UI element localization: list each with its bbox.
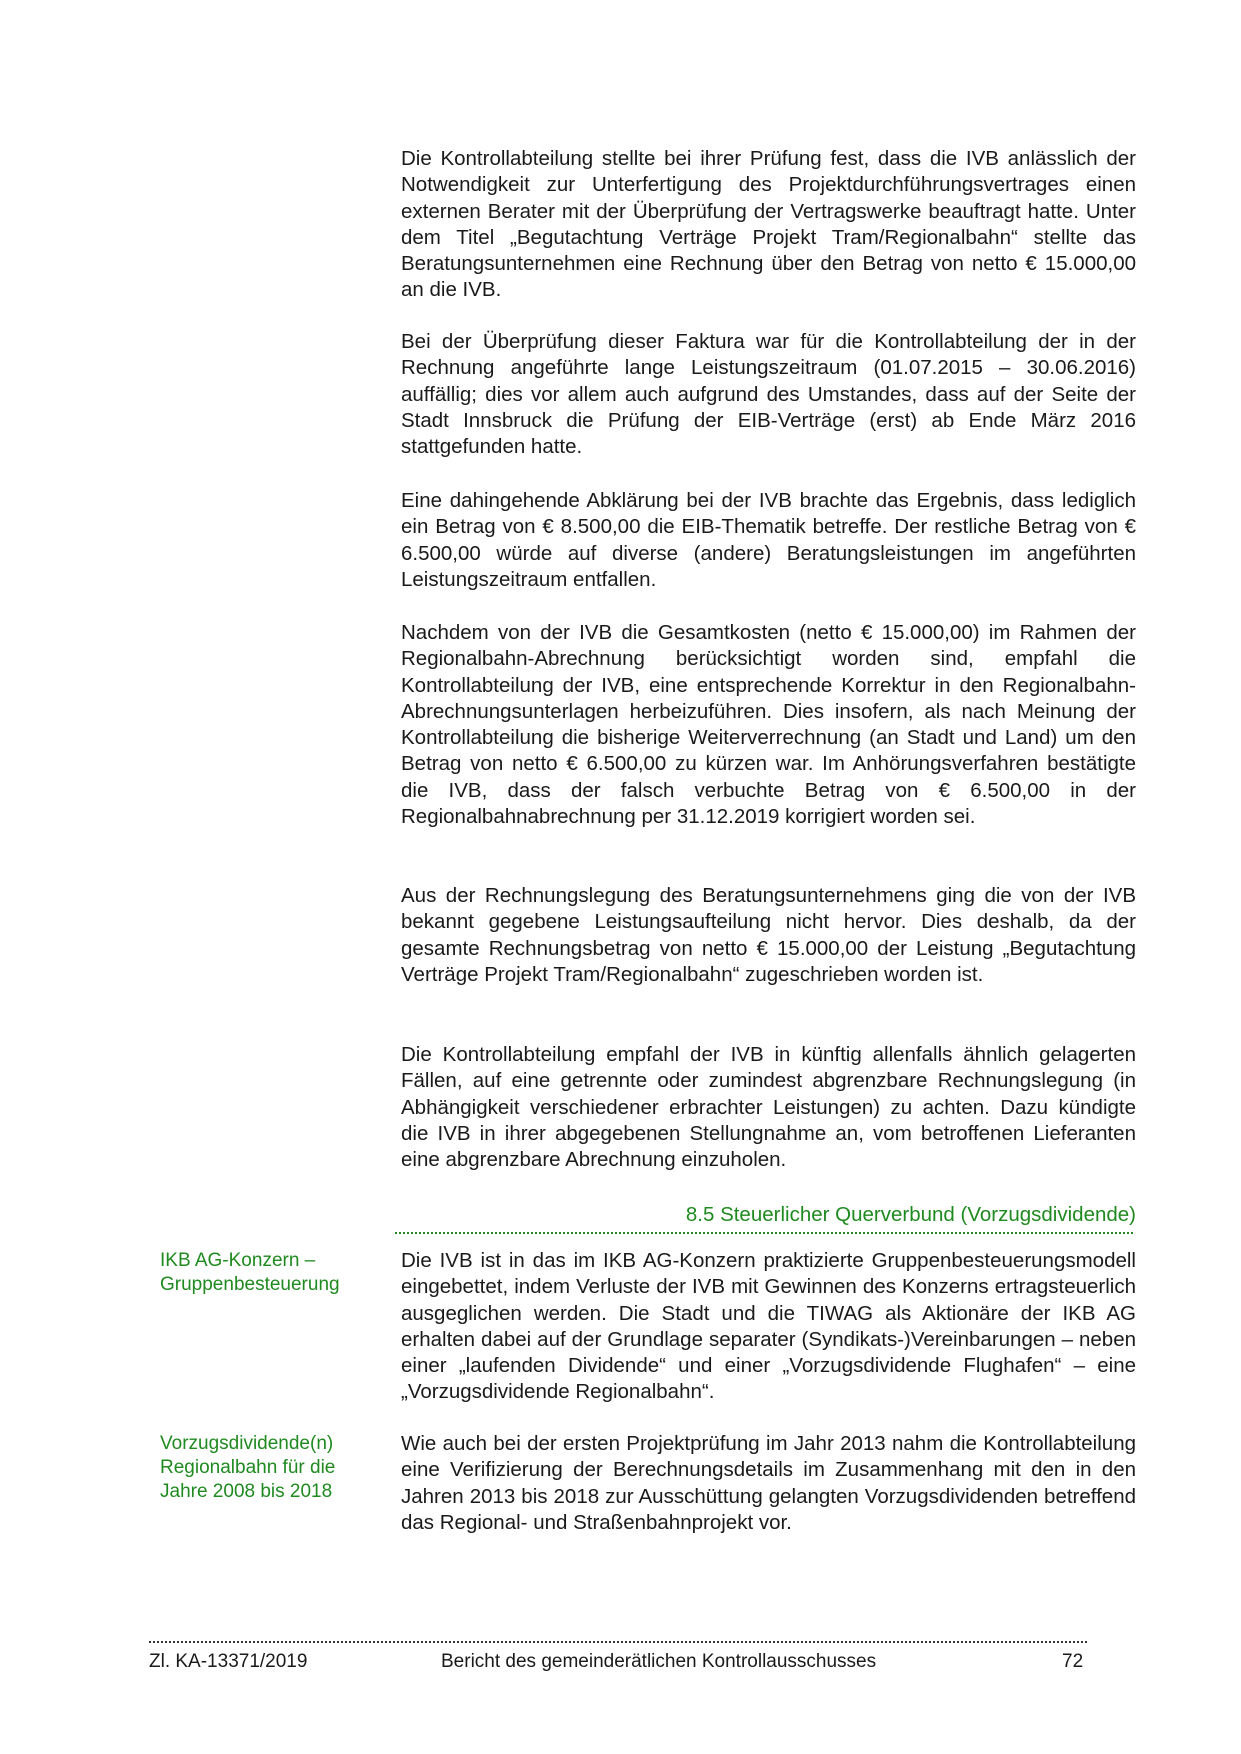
paragraph-service-period: Bei der Überprüfung dieser Faktura war für die Kontrollabteilung der in der Rechnung angeführte lange Leistungszeitraum (01.07.2015 – 30.06.2016) auffällig; dies vor allem auch aufgrund des Umstandes, dass auf der Seite der Stadt Innsbruck die Prüfung der EIB-Verträge (erst) ab Ende März 2016 stattgefunden hatte. xyxy=(401,330,1136,459)
margin-note-group-taxation: IKB AG-Konzern – Gruppenbesteuerung xyxy=(160,1250,340,1295)
section-heading: 8.5 Steuerlicher Querverbund (Vorzugsdividende) xyxy=(685,1203,1136,1226)
paragraph-correction: Nachdem von der IVB die Gesamtkosten (netto € 15.000,00) im Rahmen der Regionalbahn-Abrechnung berücksichtigt worden sind, empfahl die Kontrollabteilung der IVB, eine entsprechende Korrektur in den Regionalbahn-Abrechnungsunterlagen herbeizuführen. Dies insofern, als nach Meinung der Kontrollabteilung die bisherige Weiterverrechnung (an Stadt und Land) um den Betrag von netto € 6.500,00 zu kürzen war. Im Anhörungsverfahren bestätigte die IVB, dass der falsch verbuchte Betrag von € 6.500,00 in der Regionalbahnabrechnung per 31.12.2019 korrigiert worden sei. xyxy=(401,621,1136,829)
footer-title: Bericht des gemeinderätlichen Kontrollausschusses xyxy=(441,1651,877,1672)
section-divider xyxy=(395,1232,1133,1234)
paragraph-invoice-review: Die Kontrollabteilung stellte bei ihrer Prüfung fest, dass die IVB anlässlich der Notwendigkeit zur Unterfertigung des Projektdurchführungsvertrages einen externen Berater mit der Überprüfung der Vertragswerke beauftragt hatte. Unter dem Titel „Begutachtung Verträge Projekt Tram/Regionalbahn“ stellte das Beratungsunternehmen eine Rechnung über den Betrag von netto € 15.000,00 an die IVB. xyxy=(401,147,1136,302)
paragraph-recommendation: Die Kontrollabteilung empfahl der IVB in künftig allenfalls ähnlich gelagerten Fällen, auf eine getrennte oder zumindest abgrenzbare Rechnungslegung (in Abhängigkeit verschiedener erbrachter Leistungen) zu achten. Dazu kündigte die IVB in ihrer abgegebenen Stellungnahme an, vom betroffenen Lieferanten eine abgrenzbare Abrechnung einzuholen. xyxy=(401,1043,1136,1172)
paragraph-invoice-breakdown: Aus der Rechnungslegung des Beratungsunternehmens ging die von der IVB bekannt gegebene Leistungsaufteilung nicht hervor. Dies deshalb, da der gesamte Rechnungsbetrag von netto € 15.000,00 der Leistung „Begutachtung Verträge Projekt Tram/Regionalbahn“ zugeschrieben worden ist. xyxy=(401,884,1136,986)
paragraph-group-taxation: Die IVB ist in das im IKB AG-Konzern praktizierte Gruppenbesteuerungsmodell eingebettet, indem Verluste der IVB mit Gewinnen des Konzerns ertragsteuerlich ausgeglichen werden. Die Stadt und die TIWAG als Aktionäre der IKB AG erhalten dabei auf der Grundlage separater (Syndikats-)Vereinbarungen – neben einer „laufenden Dividende“ und einer „Vorzugsdividende Flughafen“ – eine „Vorzugsdividende Regionalbahn“. xyxy=(401,1249,1136,1404)
page-number: 72 xyxy=(1062,1651,1084,1672)
footer-divider xyxy=(149,1641,1087,1643)
paragraph-preferred-dividend: Wie auch bei der ersten Projektprüfung im Jahr 2013 nahm die Kontrollabteilung eine Verifizierung der Berechnungsdetails im Zusammenhang mit den in den Jahren 2013 bis 2018 zur Ausschüttung gelangten Vorzugsdividenden betreffend das Regional- und Straßenbahnprojekt vor. xyxy=(401,1432,1136,1534)
footer-reference: Zl. KA-13371/2019 xyxy=(149,1651,308,1672)
margin-note-preferred-dividend: Vorzugsdividende(n) Regionalbahn für die Jahre 2008 bis 2018 xyxy=(160,1433,336,1502)
paragraph-clarification: Eine dahingehende Abklärung bei der IVB brachte das Ergebnis, dass lediglich ein Betrag von € 8.500,00 die EIB-Thematik betreffe. Der restliche Betrag von € 6.500,00 würde auf diverse (andere) Beratungsleistungen im angeführten Leistungszeitraum entfallen. xyxy=(401,489,1136,591)
